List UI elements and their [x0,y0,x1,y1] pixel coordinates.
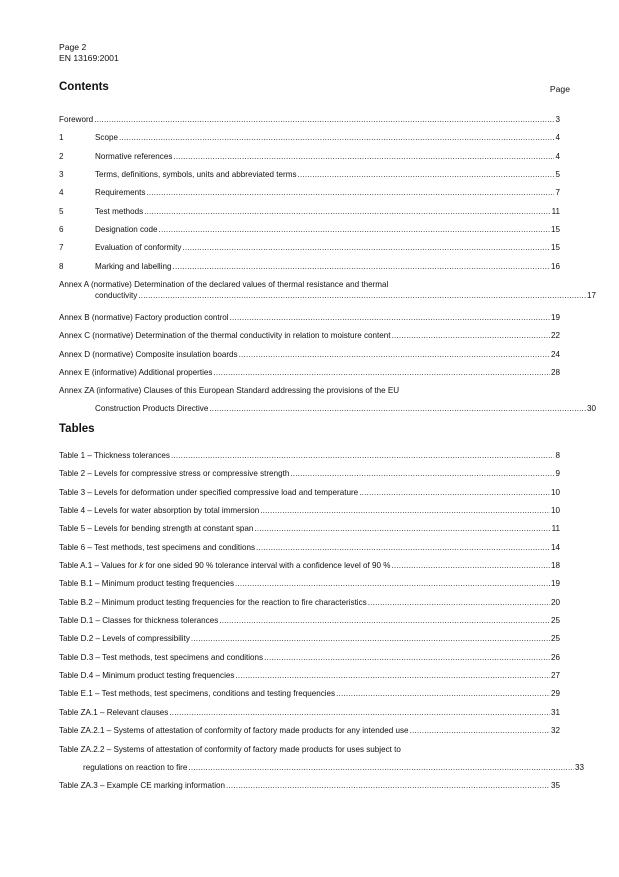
toc-entry-title: Annex C (normative) Determination of the thermal conductivity in relation to moisture content [59,331,391,341]
leader-dots [173,261,550,272]
toc-entry-page: 4 [555,151,560,161]
leader-dots [146,187,554,198]
leader-dots [359,487,550,498]
table-entry[interactable] [59,539,560,557]
table-entry[interactable] [59,741,584,778]
table-entry-page: 10 [550,506,560,516]
leader-dots [94,114,554,125]
toc-entry-page: 4 [555,133,560,143]
toc-entry-page: 24 [550,349,560,359]
toc-entry-continuation: Construction Products Directive [95,404,209,414]
toc-entry-page: 17 [586,291,596,301]
toc-entry-title: Foreword [59,115,94,124]
table-entry-page: 31 [550,707,560,717]
table-entry-page: 25 [550,634,560,644]
contents-list [59,111,596,419]
leader-dots [391,560,550,571]
table-entry-title: Table 2 – Levels for compressive stress or compressive strength [59,469,290,479]
toc-entry-number: 4 [59,188,64,198]
toc-entry[interactable] [59,258,560,276]
toc-entry-page: 19 [550,313,560,323]
table-entry[interactable] [59,685,560,703]
toc-entry-page: 5 [555,170,560,180]
toc-entry[interactable] [59,166,560,184]
page-number-label: Page 2 [59,42,87,52]
tables-heading: Tables [59,423,95,435]
page-column-label: Page [549,84,570,94]
page-header [59,42,119,63]
table-entry-page: 14 [550,542,560,552]
toc-entry-page: 16 [550,261,560,271]
table-entry-page: 11 [551,524,560,534]
contents-heading: Contents [59,81,109,93]
table-entry-page: 25 [550,616,560,626]
leader-dots [213,367,550,378]
toc-entry-title: Normative references [95,151,173,161]
toc-entry[interactable] [59,203,560,221]
toc-entry-page: 7 [555,188,560,198]
leader-dots [256,542,550,553]
leader-dots [119,132,555,143]
toc-entry-title: Marking and labelling [95,261,172,271]
table-entry-page: 19 [550,579,560,589]
toc-entry[interactable] [59,184,560,202]
table-entry[interactable] [59,520,560,538]
table-entry[interactable] [59,777,560,795]
table-entry-title: Table 5 – Levels for bending strength at constant span [59,524,254,534]
leader-dots [171,450,555,461]
leader-dots [368,597,550,608]
toc-entry-continuation: conductivity [95,291,138,301]
tables-list [59,447,584,795]
toc-entry-annex-e[interactable] [59,364,560,382]
leader-dots [235,578,550,589]
leader-dots [169,707,550,718]
table-entry-page: 26 [550,652,560,662]
toc-entry-number: 1 [59,133,64,143]
leader-dots [290,468,554,479]
leader-dots [173,151,554,162]
table-entry-page: 9 [555,469,560,479]
table-entry-page: 18 [550,561,560,571]
leader-dots [230,312,550,323]
table-entry-title: Table ZA.2.1 – Systems of attestation of conformity of factory made products for any intended use [59,726,409,736]
toc-entry-annex-za[interactable] [59,382,596,419]
toc-entry-page: 28 [550,368,560,378]
toc-entry-number: 7 [59,243,64,253]
toc-entry-page: 11 [551,206,560,216]
toc-entry-number: 2 [59,151,64,161]
table-entry-title: Table ZA.3 – Example CE marking information [59,781,225,790]
toc-entry-title: Terms, definitions, symbols, units and abbreviated terms [95,170,297,180]
toc-entry-title: Evaluation of conformity [95,243,182,253]
toc-entry-title: Scope [95,133,118,143]
toc-entry-title: Annex D (normative) Composite insulation boards [59,349,238,359]
table-entry[interactable] [59,630,560,648]
leader-dots [144,206,550,217]
table-entry-title: Table D.4 – Minimum product testing frequencies [59,671,235,681]
table-entry-title: Table 1 – Thickness tolerances [59,451,170,460]
title-text: for one sided 90 % tolerance interval with a confidence level of 90 % [143,561,391,571]
table-entry-title: Table E.1 – Test methods, test specimens, conditions and testing frequencies [59,689,336,699]
toc-entry-title: Annex ZA (informative) Clauses of this European Standard addressing the provisions of the EU [59,386,400,396]
toc-entry-title: Annex E (informative) Additional properties [59,368,213,378]
table-entry-page: 8 [555,451,560,460]
toc-entry-number: 5 [59,206,64,216]
toc-entry-annex-c[interactable] [59,327,560,345]
toc-entry-number: 3 [59,170,64,180]
table-entry-page: 35 [550,781,560,790]
toc-entry[interactable] [59,148,560,166]
table-entry-title: Table B.2 – Minimum product testing frequencies for the reaction to fire characteristics [59,597,367,607]
table-entry-title: Table 4 – Levels for water absorption by total immersion [59,506,260,516]
leader-dots [219,615,550,626]
table-entry[interactable] [59,447,560,465]
table-entry[interactable] [59,502,560,520]
table-entry-title: Table 6 – Test methods, test specimens and conditions [59,542,256,552]
table-entry-title: Table D.1 – Classes for thickness tolerances [59,616,219,626]
table-entry[interactable] [59,612,560,630]
table-entry[interactable] [59,649,560,667]
table-entry-title: Table 3 – Levels for deformation under specified compressive load and temperature [59,487,359,497]
toc-entry-page: 30 [586,404,596,414]
toc-entry-annex-d[interactable] [59,346,560,364]
table-entry-continuation: regulations on reaction to fire [83,762,188,772]
table-entry[interactable] [59,594,560,612]
table-entry-title: Table B.1 – Minimum product testing frequencies [59,579,235,589]
table-entry-page: 10 [550,487,560,497]
leader-dots [182,242,550,253]
toc-entry-page: 15 [550,225,560,235]
table-entry[interactable] [59,484,560,502]
toc-entry[interactable] [59,239,560,257]
leader-dots [209,403,586,414]
leader-dots [138,290,586,301]
toc-entry[interactable] [59,111,560,129]
leader-dots [254,523,550,534]
leader-dots [159,224,550,235]
table-entry[interactable] [59,575,560,593]
toc-entry[interactable] [59,129,560,147]
leader-dots [264,652,550,663]
table-entry[interactable] [59,722,560,740]
toc-entry-title: Test methods [95,206,144,216]
leader-dots [260,505,550,516]
table-entry-page: 29 [550,689,560,699]
toc-entry-title: Annex A (normative) Determination of the declared values of thermal resistance and thermal [59,280,389,290]
leader-dots [239,349,550,360]
toc-entry-page: 22 [550,331,560,341]
table-entry-page: 33 [574,762,584,772]
toc-entry-number: 6 [59,225,64,235]
toc-entry-title: Designation code [95,225,158,235]
table-entry-page: 20 [550,597,560,607]
table-entry-page: 32 [550,726,560,736]
table-entry-title: Table D.2 – Levels of compressibility [59,634,190,644]
table-entry-page: 27 [550,671,560,681]
italic-variable: k [139,561,144,571]
table-entry[interactable] [59,704,560,722]
title-text: Table A.1 – Values for [59,561,140,571]
table-entry-title: Table ZA.2.2 – Systems of attestation of conformity of factory made products for uses subject to [59,744,401,754]
standard-id: EN 13169:2001 [59,52,119,63]
table-entry[interactable] [59,557,560,575]
table-entry[interactable] [59,667,560,685]
table-entry-title: Table D.3 – Test methods, test specimens and conditions [59,652,264,662]
table-entry-title: Table ZA.1 – Relevant clauses [59,707,169,717]
toc-entry-annex-a[interactable] [59,276,596,309]
table-entry[interactable] [59,465,560,483]
table-entry-title [59,560,390,571]
toc-entry-page: 15 [550,243,560,253]
toc-entry-number: 8 [59,261,64,271]
toc-entry-annex-b[interactable] [59,309,560,327]
leader-dots [188,762,574,773]
toc-entry-title: Annex B (normative) Factory production control [59,313,229,323]
leader-dots [235,670,550,681]
leader-dots [226,780,550,791]
leader-dots [392,330,550,341]
toc-entry[interactable] [59,221,560,239]
leader-dots [410,725,550,736]
leader-dots [191,633,550,644]
leader-dots [298,169,555,180]
leader-dots [336,688,550,699]
toc-entry-title: Requirements [95,188,146,198]
toc-entry-page: 3 [555,115,560,124]
